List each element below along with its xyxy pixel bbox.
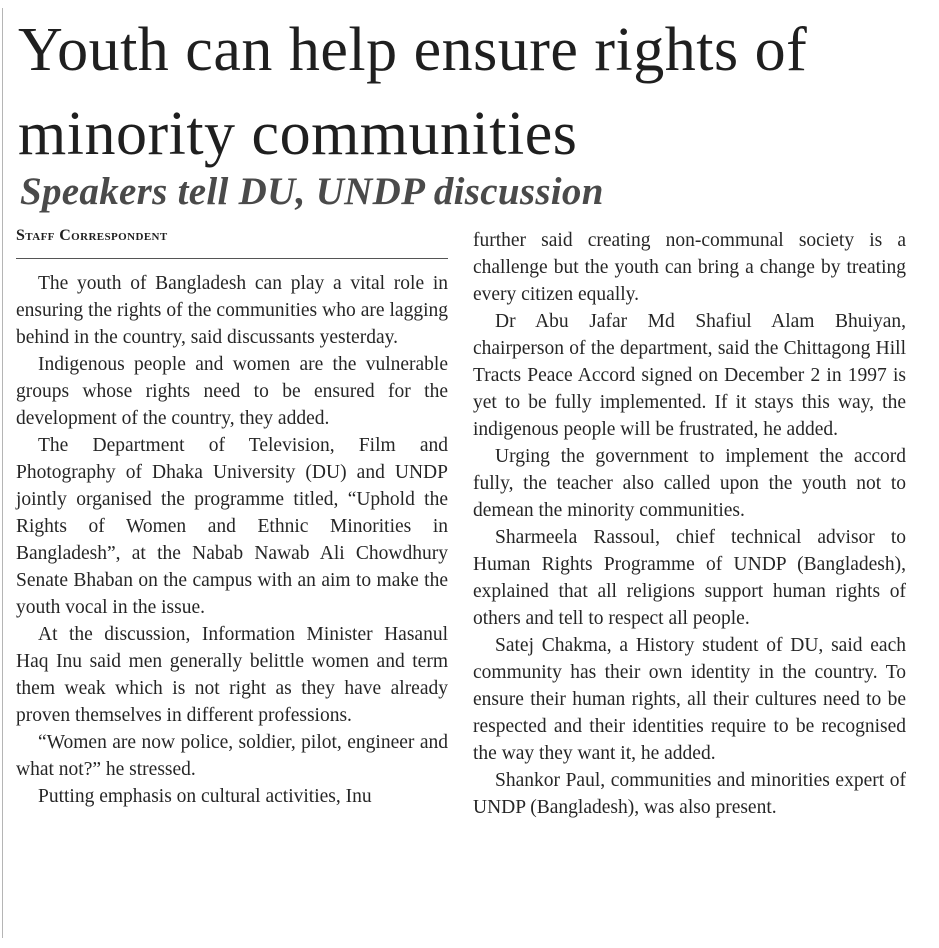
paragraph: The Department of Television, Film and Photography of Dhaka University (DU) and UNDP jointly organised the programme titled, “Uphold the Rights of Women and Ethnic Minorities in Bangladesh”, at the Nabab Nawab Ali Chowdhury Senate Bhaban on the campus with an aim to make the youth vocal in the issue. bbox=[16, 435, 448, 618]
paragraph: The youth of Bangladesh can play a vital role in ensuring the rights of the communities who are lagging behind in the country, said discussants yesterday. bbox=[16, 273, 448, 348]
paragraph: At the discussion, Information Minister Hasanul Haq Inu said men generally belittle women and term them weak which is not right as they have already proven themselves in different professions. bbox=[16, 624, 448, 726]
byline-divider bbox=[16, 258, 448, 259]
paragraph: Dr Abu Jafar Md Shafiul Alam Bhuiyan, chairperson of the department, said the Chittagong Hill Tracts Peace Accord signed on December 2 in 1997 is yet to be fully implemented. If it stays this way, the indigenous people will be frustrated, he added. bbox=[473, 311, 906, 440]
page-edge-rule bbox=[2, 8, 3, 938]
paragraph: Putting emphasis on cultural activities, Inu bbox=[38, 786, 372, 807]
paragraph: Indigenous people and women are the vulnerable groups whose rights need to be ensured for the development of the country, they added. bbox=[16, 354, 448, 429]
article-column-left bbox=[16, 270, 448, 810]
paragraph: Satej Chakma, a History student of DU, said each community has their own identity in the country. To ensure their human rights, all their cultures need to be respected and their identities require to be recognised the way they want it, he added. bbox=[473, 635, 906, 764]
article-column-right bbox=[473, 227, 906, 821]
byline: Staff Correspondent bbox=[16, 227, 168, 244]
paragraph: Urging the government to implement the accord fully, the teacher also called upon the youth not to demean the minority communities. bbox=[473, 446, 906, 521]
headline: Youth can help ensure rights of minority communities bbox=[18, 16, 808, 168]
paragraph: Sharmeela Rassoul, chief technical advisor to Human Rights Programme of UNDP (Bangladesh), explained that all religions support human rights of others and tell to respect all people. bbox=[473, 527, 906, 629]
subheadline: Speakers tell DU, UNDP discussion bbox=[20, 170, 604, 213]
paragraph: Shankor Paul, communities and minorities expert of UNDP (Bangladesh), was also present. bbox=[473, 770, 906, 818]
paragraph: “Women are now police, soldier, pilot, engineer and what not?” he stressed. bbox=[16, 732, 448, 780]
paragraph-continued: further said creating non-communal society is a challenge but the youth can bring a change by treating every citizen equally. bbox=[473, 230, 906, 305]
